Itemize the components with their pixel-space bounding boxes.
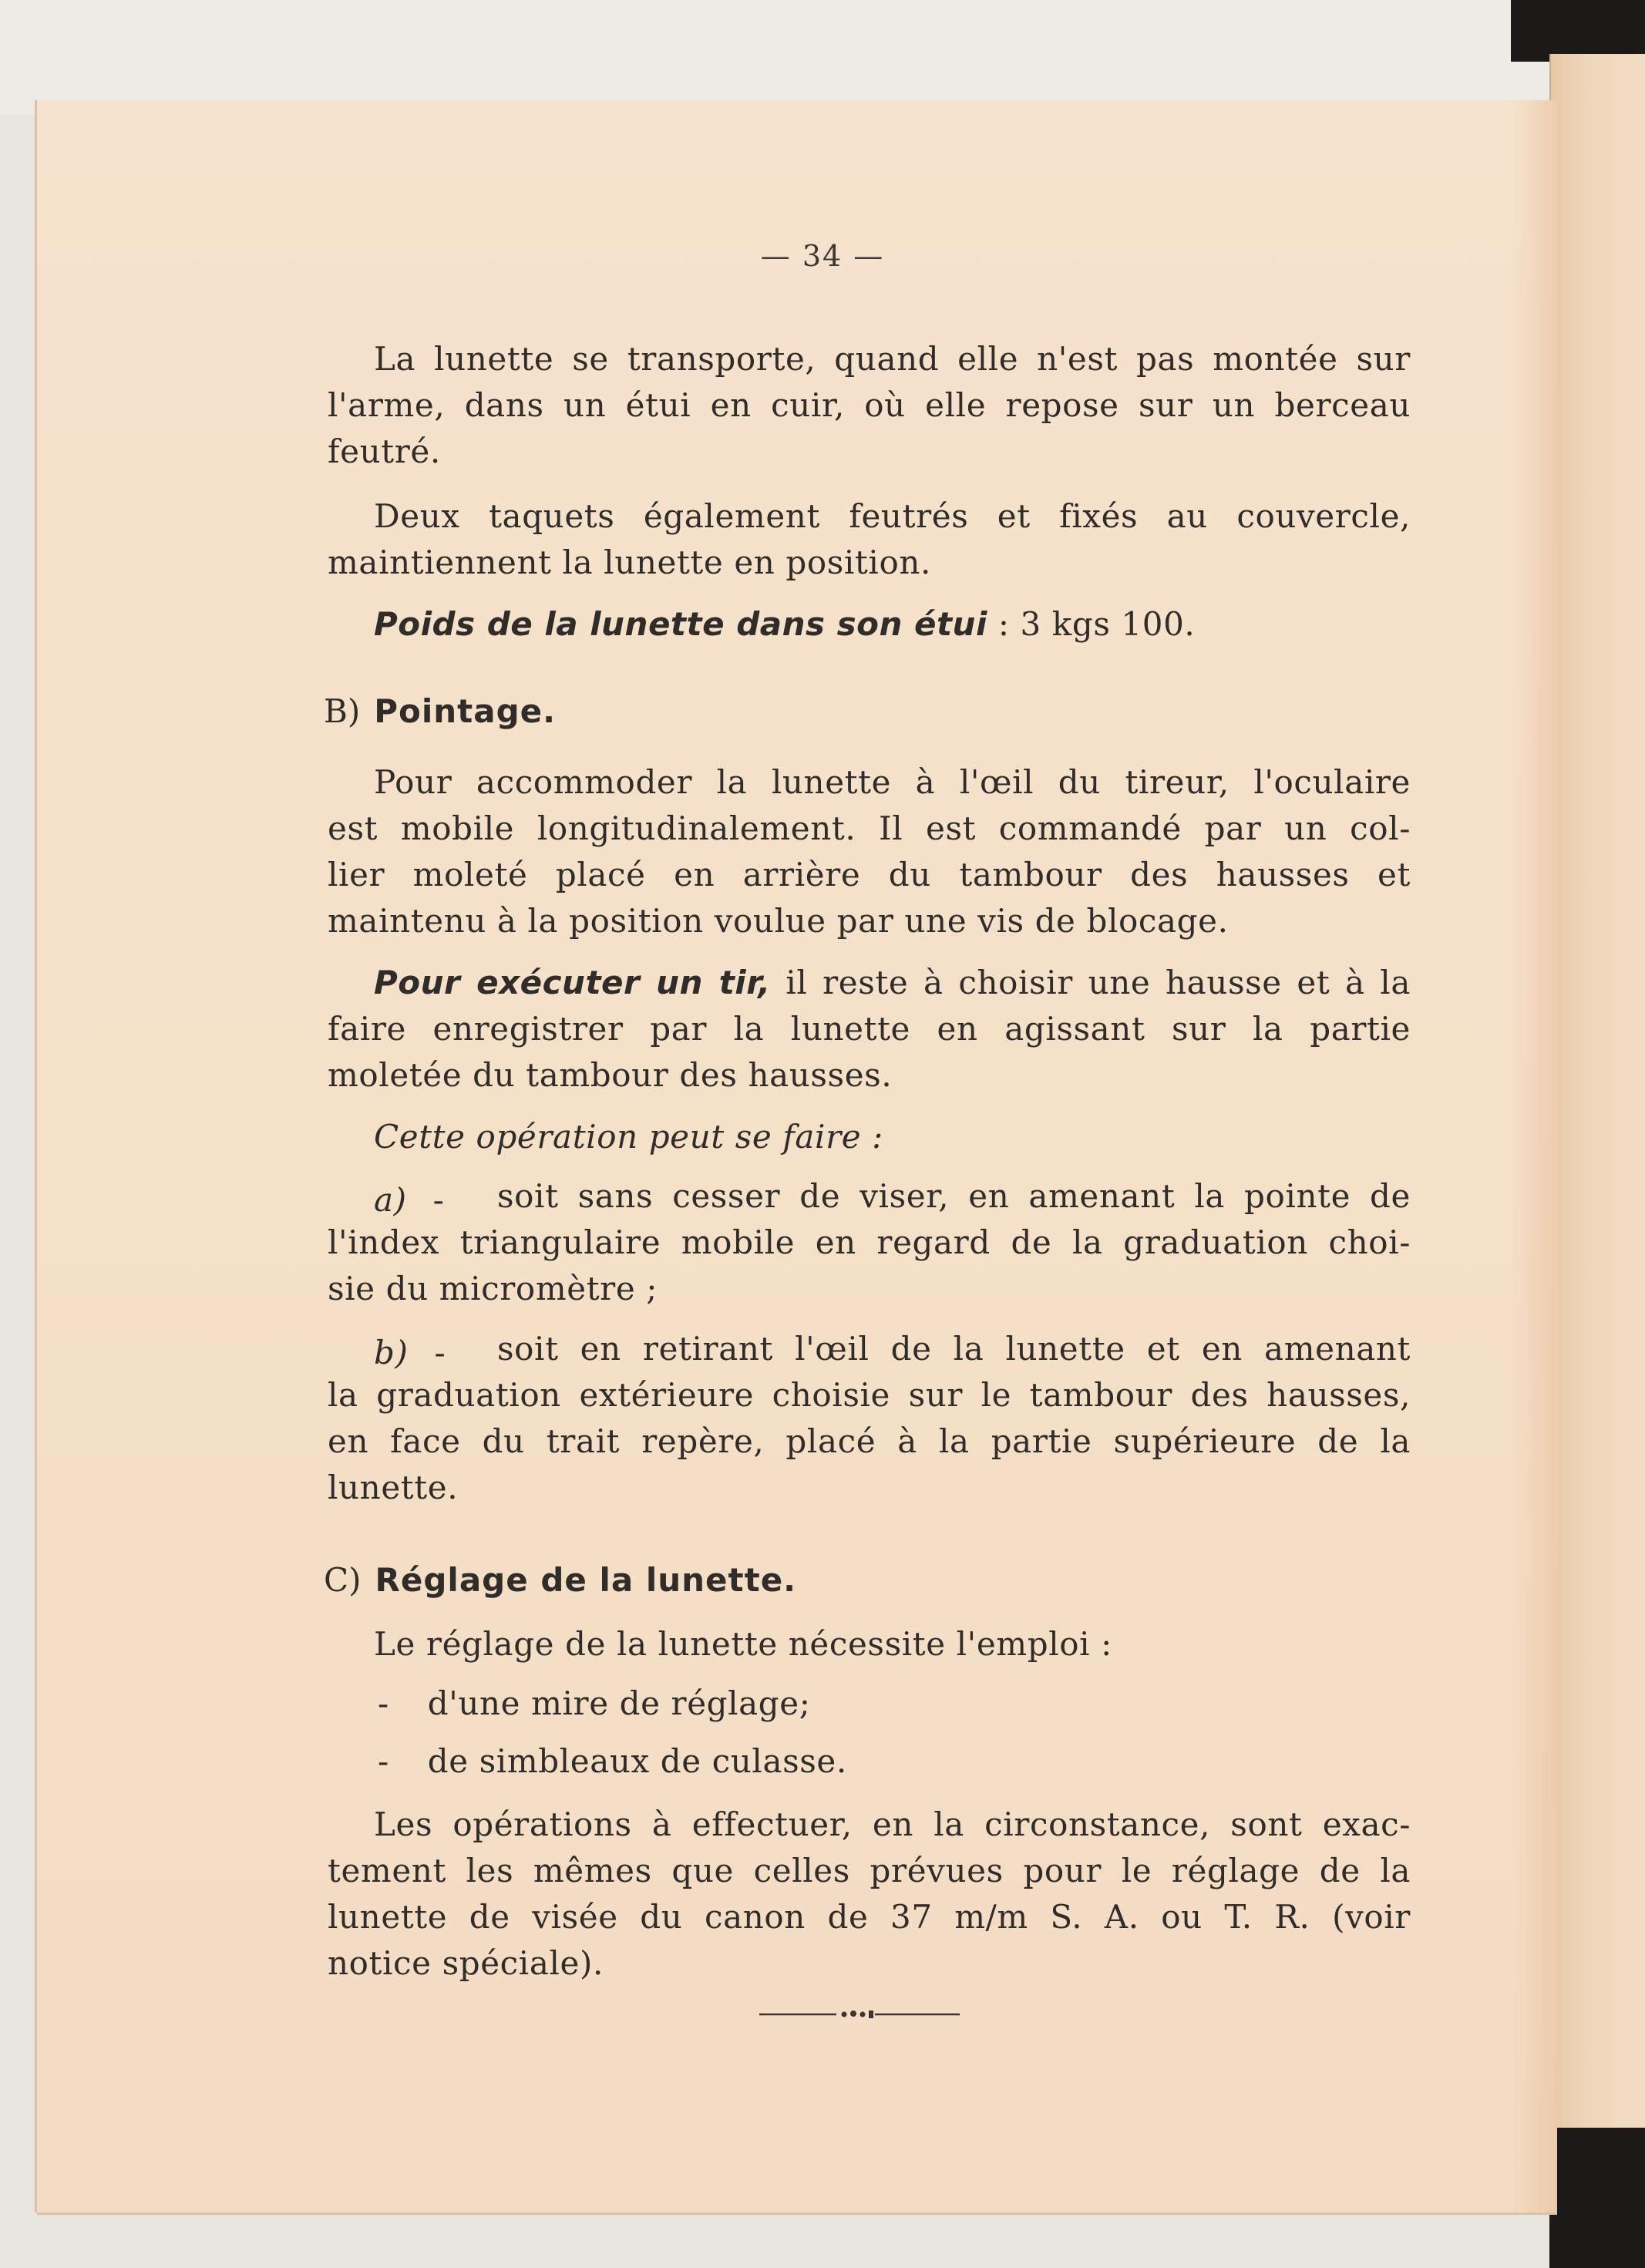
list-item [378, 1742, 847, 1780]
paragraph-executer-cont [328, 1006, 1411, 1099]
paragraph-accommoder [374, 759, 1411, 806]
weight-line [374, 605, 1195, 643]
list-text: de simbleaux de culasse. [427, 1742, 847, 1780]
text-line: l'index triangulaire mobile en regard de la graduation choi- [328, 1223, 1411, 1261]
section-title: Réglage de la lunette. [375, 1561, 797, 1599]
list-item [378, 1684, 811, 1722]
section-letter: C) [324, 1561, 362, 1599]
paragraph-transport [374, 336, 1411, 382]
text-line: l'arme, dans un étui en cuir, où elle repose sur un berceau [328, 386, 1411, 424]
text-line: lunette de visée du canon de 37 m/m S. A. ou T. R. (voir [328, 1898, 1411, 1936]
list-dash: - [378, 1742, 389, 1780]
weight-value: : 3 kgs 100. [997, 605, 1196, 643]
option-b-marker [374, 1334, 446, 1371]
text-line: soit en retirant l'œil de la lunette et en amenant [497, 1330, 1411, 1368]
paragraph-operations [374, 1802, 1411, 1848]
text-line: sie du micromètre ; [328, 1270, 658, 1307]
text-line: lunette. [328, 1469, 459, 1506]
paragraph-taquets [374, 493, 1411, 540]
line-rest: il reste à choisir une hausse et à la [770, 964, 1411, 1001]
section-letter: B) [324, 692, 361, 730]
text-line: en face du trait repère, placé à la partie supérieure de la [328, 1422, 1411, 1460]
option-a-cont [328, 1220, 1411, 1312]
page-edge-right [1549, 54, 1645, 2135]
text-line: Les opérations à effectuer, en la circonstance, sont exac- [374, 1805, 1411, 1843]
text-line: moletée du tambour des hausses. [328, 1056, 893, 1094]
section-title: Pointage. [374, 692, 557, 730]
text-line: La lunette se transporte, quand elle n'est pas montée sur [374, 340, 1411, 378]
paragraph-taquets-cont [328, 540, 1411, 586]
option-a-marker [374, 1181, 444, 1219]
text-line: est mobile longitudinalement. Il est commandé par un col- [328, 809, 1411, 847]
option-a-line1 [497, 1173, 1411, 1220]
option-dash: - [432, 1181, 445, 1219]
option-dash: - [434, 1334, 446, 1371]
section-b-heading [324, 692, 556, 730]
paragraph-accommoder-cont [328, 806, 1411, 944]
text-line: Deux taquets également feutrés et fixés au couvercle, [374, 497, 1411, 535]
text-line: Pour accommoder la lunette à l'œil du tireur, l'oculaire [374, 763, 1411, 801]
option-b-line1 [497, 1326, 1411, 1372]
text-line: notice spéciale). [328, 1944, 604, 1982]
section-c-heading [324, 1561, 796, 1599]
paragraph-reglage-intro: Le réglage de la lunette nécessite l'emploi : [374, 1625, 1112, 1663]
text-line: faire enregistrer par la lunette en agissant sur la partie [328, 1010, 1411, 1048]
text-line [374, 960, 1411, 1006]
paragraph-executer [374, 960, 1411, 1006]
paragraph-operations-cont [328, 1848, 1411, 1987]
background-top [0, 0, 1645, 116]
ornament-divider [759, 2008, 975, 2019]
text-line: lier moleté placé en arrière du tambour des hausses et [328, 856, 1411, 893]
text-line: la graduation extérieure choisie sur le tambour des hausses, [328, 1376, 1411, 1414]
text-line: tement les mêmes que celles prévues pour le réglage de la [328, 1852, 1411, 1889]
list-text: d'une mire de réglage; [427, 1684, 811, 1722]
list-dash: - [378, 1684, 389, 1722]
option-b-cont [328, 1372, 1411, 1511]
text-line: maintiennent la lunette en position. [328, 543, 931, 581]
background-corner-top [1511, 0, 1645, 62]
paragraph-transport-cont [328, 382, 1411, 475]
operation-intro: Cette opération peut se faire : [374, 1118, 883, 1156]
option-marker: a) [374, 1181, 407, 1219]
weight-label: Poids de la lunette dans son étui [374, 605, 987, 643]
text-line: maintenu à la position voulue par une vis de blocage. [328, 902, 1229, 940]
text-line: soit sans cesser de viser, en amenant la pointe de [497, 1177, 1411, 1215]
background-corner-bottom [1549, 2128, 1645, 2268]
lead-text: Pour exécuter un tir, [374, 964, 771, 1001]
page-number: — 34 — [760, 239, 885, 273]
option-marker: b) [374, 1334, 409, 1371]
text-line: feutré. [328, 432, 441, 470]
